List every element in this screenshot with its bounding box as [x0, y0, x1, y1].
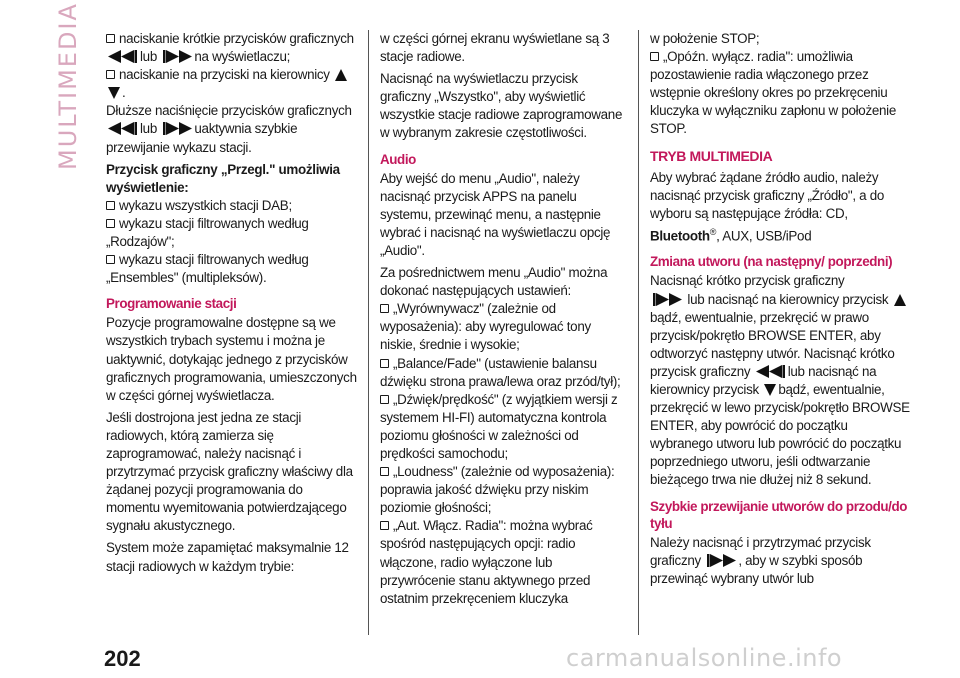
section-heading-audio: Audio	[380, 151, 416, 167]
paragraph: Nacisnąć krótko przycisk graficzny lub nacisnąć na kierownicy przycisk bądź, ewentualnie, przekręcić w prawo przycisk/pokrętło BROWSE ENTER, aby odtworzyć następny utwór. Nacisnąć krótko przycisk graficzny lub nacisnąć na kierownicy przycisk bądź, ewentualnie, przekręcić w lewo przycisk/pokrętło BROWSE ENTER, aby powrócić do początku wybranego utworu lub powrócić do początku poprzedniego utworu, jeśli odtwarzanie bieżącego trwa nie dłużej niż 8 sekund.	[650, 273, 910, 488]
list-item: „Loudness" (zależnie od wyposażenia): poprawia jakość dźwięku przy niskim poziomie głośności;	[380, 464, 615, 516]
list-item: „Opóźn. wyłącz. radia": umożliwia pozostawienie radia włączonego przez wstępnie określony okres po przekręceniu kluczyka w wyłączniku zapłonu w położenie STOP.	[650, 49, 896, 137]
checkbox-bullet-icon	[380, 521, 389, 530]
seek-forward-icon	[162, 50, 192, 63]
list-item: wykazu stacji filtrowanych według „Rodzajów";	[106, 215, 309, 250]
paragraph: Pozycje programowalne dostępne są we wszystkich trybach systemu i można je uaktywnić, dotykając jednego z przycisków graficznych programowania, umieszczonych w części górnej wyświetlacza.	[106, 315, 357, 403]
checkbox-bullet-icon	[650, 52, 659, 61]
list-item: wykazu stacji filtrowanych według „Ensembles" (multipleksów).	[106, 252, 309, 286]
seek-back-icon	[756, 365, 786, 378]
column-divider	[368, 30, 369, 635]
paragraph: w części górnej ekranu wyświetlane są 3 stacje radiowe.	[380, 31, 610, 65]
column-divider	[638, 30, 639, 635]
list-item: „Balance/Fade" (ustawienie balansu dźwięku strona prawa/lewa oraz przód/tył);	[380, 355, 621, 389]
seek-forward-icon	[162, 122, 192, 135]
arrow-up-icon	[335, 69, 347, 81]
text-column-2	[380, 30, 630, 640]
checkbox-bullet-icon	[106, 34, 115, 43]
text-column-1	[106, 30, 358, 640]
seek-forward-icon	[652, 293, 682, 306]
paragraph: Nacisnąć na wyświetlaczu przycisk graficzny „Wszystko", aby wyświetlić wszystkie stacje radiowe zaprogramowane w wybranym zakresie częstotliwości.	[380, 71, 623, 141]
seek-forward-icon	[706, 554, 736, 567]
list-item: „Wyrównywacz" (zależnie od wyposażenia): aby wyregulować tony niskie, średnie i wysokie;	[380, 301, 591, 353]
arrow-down-icon	[764, 384, 776, 396]
paragraph: Dłuższe naciśnięcie przycisków graficznych lub uaktywnia szybkie przewijanie wykazu stacji.	[106, 103, 352, 155]
text-column-3	[650, 30, 912, 640]
list-item: naciskanie krótkie przycisków graficznych lub na wyświetlaczu;	[106, 30, 358, 66]
section-heading-tryb-multimedia: TRYB MULTIMEDIA	[650, 147, 773, 164]
paragraph: Jeśli dostrojona jest jedna ze stacji radiowych, którą zamierza się zaprogramować, należy nacisnąć i przytrzymać przycisk graficzny właściwy dla żądanej pozycji programowania do momentu wyemitowania potwierdzającego sygnału akustycznego.	[106, 409, 353, 534]
list-item: wykazu wszystkich stacji DAB;	[106, 197, 358, 215]
list-item: „Dźwięk/prędkość" (z wyjątkiem wersji z systemem HI-FI) automatyczna kontrola poziomu głośności w zależności od prędkości samochodu;	[380, 391, 618, 461]
checkbox-bullet-icon	[380, 304, 389, 313]
checkbox-bullet-icon	[380, 359, 389, 368]
checkbox-bullet-icon	[106, 255, 115, 264]
bluetooth-label: Bluetooth	[650, 228, 710, 244]
paragraph: Aby wejść do menu „Audio", należy nacisnąć przycisk APPS na panelu systemu, przewinąć menu, a następnie wybrać i nacisnąć na wyświetlaczu opcję „Audio".	[380, 170, 611, 258]
seek-back-icon	[108, 50, 138, 63]
section-heading-programowanie: Programowanie stacji	[106, 296, 237, 312]
checkbox-bullet-icon	[106, 219, 115, 228]
arrow-down-icon	[108, 87, 120, 99]
paragraph: Należy nacisnąć i przytrzymać przycisk graficzny , aby w szybki sposób przewinąć wybrany utwór lub	[650, 534, 871, 586]
list-item: „Aut. Włącz. Radia": można wybrać spośród następujących opcji: radio włączone, radio wyłączone lub przywrócenie stanu aktywnego przed ostatnim przekręceniem kluczyka	[380, 518, 593, 606]
paragraph: Aby wybrać żądane źródło audio, należy nacisnąć przycisk graficzny „Źródło", a do wyboru są następujące źródła: CD, Bluetooth®, AUX, USB/iPod	[650, 169, 885, 244]
checkbox-bullet-icon	[106, 201, 115, 210]
section-side-label: MULTIMEDIA	[54, 2, 82, 170]
section-heading-zmiana-utworu: Zmiana utworu (na następny/ poprzedni)	[650, 254, 893, 270]
paragraph: w położenie STOP;	[650, 31, 760, 46]
watermark: carmanualsonline.info	[566, 644, 843, 672]
checkbox-bullet-icon	[106, 70, 115, 79]
paragraph: System może zapamiętać maksymalnie 12 stacji radiowych w każdym trybie:	[106, 540, 349, 574]
seek-back-icon	[108, 122, 138, 135]
paragraph: Za pośrednictwem menu „Audio" można dokonać następujących ustawień:	[380, 265, 608, 299]
subheading-przegl: Przycisk graficzny „Przegl." umożliwia wyświetlenie:	[106, 161, 340, 195]
list-item: naciskanie na przyciski na kierownicy .	[106, 66, 358, 102]
page-number: 202	[104, 646, 141, 671]
checkbox-bullet-icon	[380, 467, 389, 476]
checkbox-bullet-icon	[380, 395, 389, 404]
section-heading-szybkie-przewijanie: Szybkie przewijanie utworów do przodu/do tyłu	[650, 498, 908, 531]
arrow-up-icon	[894, 294, 906, 306]
